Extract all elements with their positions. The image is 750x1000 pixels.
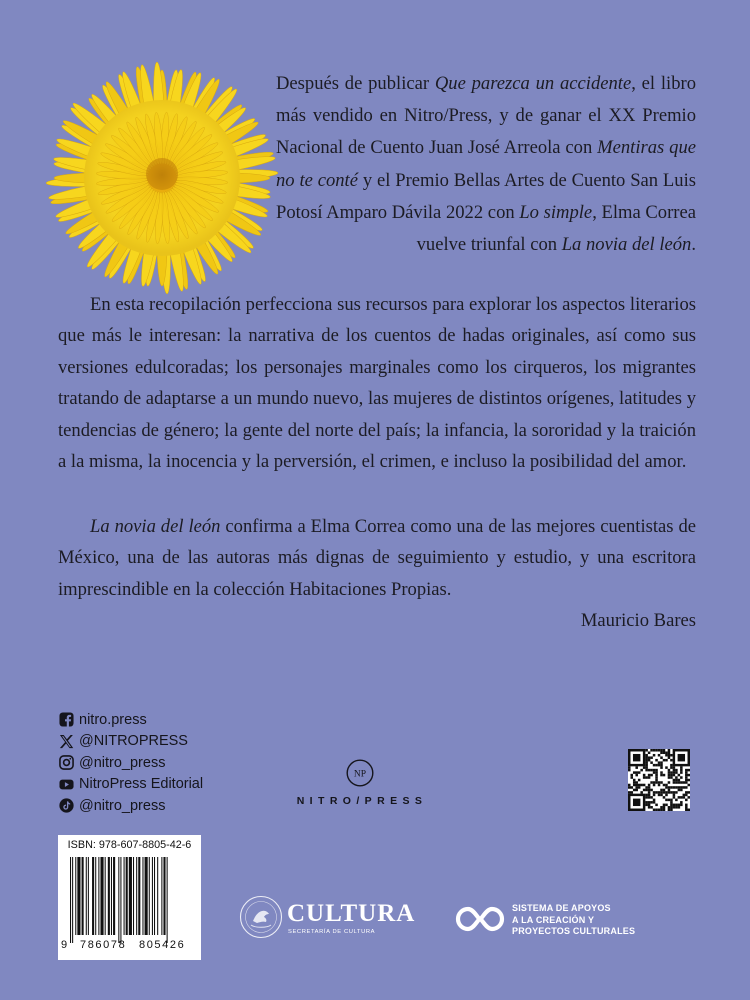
book-title-mentiras: Mentiras que no te conté (276, 137, 696, 191)
saccpc-logo-icon (452, 903, 508, 935)
social-tiktok[interactable] (59, 795, 203, 817)
saccpc-text (512, 903, 635, 938)
closing-book-title: La novia del león (90, 516, 221, 537)
barcode-digits-right: 805426 (139, 939, 186, 951)
social-youtube[interactable] (59, 774, 203, 796)
dandelion-image (44, 62, 280, 298)
social-links (59, 709, 203, 817)
isbn-number: ISBN: 978-607-8805-42-6 (67, 839, 192, 851)
closing-text: confirma a Elma Correa como una de las mejores cuentistas de México, una de las autoras más dignas de seguimiento y estudio, y una escritora imprescindible en la colección Habitaciones Propias. (58, 516, 696, 600)
author-signature: Mauricio Bares (580, 610, 696, 631)
publisher-name: NITRO/PRESS (296, 795, 428, 807)
monogram-text: NP (353, 769, 367, 780)
barcode-digits-left: 786078 (80, 939, 127, 951)
intro-text-3: y el Premio Bellas Artes de Cuento San Luis Potosí Amparo Dávila 2022 con (276, 169, 696, 223)
cultura-subtitle: SECRETARÍA DE CULTURA (288, 929, 376, 935)
facebook-handle: nitro.press (79, 711, 147, 728)
cultura-logo-text: CULTURA (287, 900, 416, 927)
facebook-icon (59, 712, 74, 727)
social-instagram[interactable] (59, 752, 203, 774)
barcode-digit-prefix: 9 (61, 939, 69, 951)
instagram-handle: @nitro_press (79, 754, 166, 771)
social-facebook[interactable] (59, 709, 203, 731)
youtube-icon (59, 777, 74, 792)
saccpc-line-2: A LA CREACIÓN Y (512, 914, 595, 925)
isbn-barcode (58, 835, 201, 960)
x-icon (59, 734, 74, 749)
description-paragraph: En esta recopilación perfecciona sus recursos para explorar los aspectos literarios que más le interesan: la narrativa de los cuentos de hadas originales, así como sus versiones edulcoradas; los personajes marginales como los cirqueros, los migrantes tratando de adaptarse a un mundo nuevo, las mujeres de distintos orígenes, latitudes y tendencias de género; la gente del norte del país; la infancia, la sororidad y la traición a la misma, la inocencia y la perversión, el crimen, e incluso la posibilidad del amor. (58, 294, 696, 473)
instagram-icon (59, 755, 74, 770)
book-title-lo-simple: Lo simple (519, 201, 593, 223)
x-handle: @NITROPRESS (79, 733, 188, 750)
intro-text-2: , el libro más vendido en Nitro/Press, y de ganar el XX Premio Nacional de Cuento Juan José Arreola con (276, 73, 697, 159)
intro-text-5: . (691, 234, 696, 256)
tiktok-handle: @nitro_press (79, 797, 166, 814)
saccpc-line-3: PROYECTOS CULTURALES (512, 926, 636, 936)
closing-paragraph (58, 511, 696, 605)
book-title-la-novia: La novia del león (561, 234, 692, 256)
intro-text-4: , Elma Correa vuelve triunfal con (416, 201, 696, 256)
youtube-channel: NitroPress Editorial (79, 776, 204, 793)
intro-text-1: Después de publicar (276, 73, 435, 94)
intro-paragraph (276, 68, 696, 261)
tiktok-icon (59, 798, 74, 813)
book-title-que-parezca: Que parezca un accidente (434, 73, 632, 94)
barcode-bars (70, 857, 190, 943)
saccpc-line-1: SISTEMA DE APOYOS (512, 903, 611, 913)
qr-code[interactable] (628, 749, 690, 811)
mexico-seal-icon (239, 895, 283, 939)
social-x[interactable] (59, 731, 203, 753)
nitro-press-monogram (346, 759, 374, 787)
